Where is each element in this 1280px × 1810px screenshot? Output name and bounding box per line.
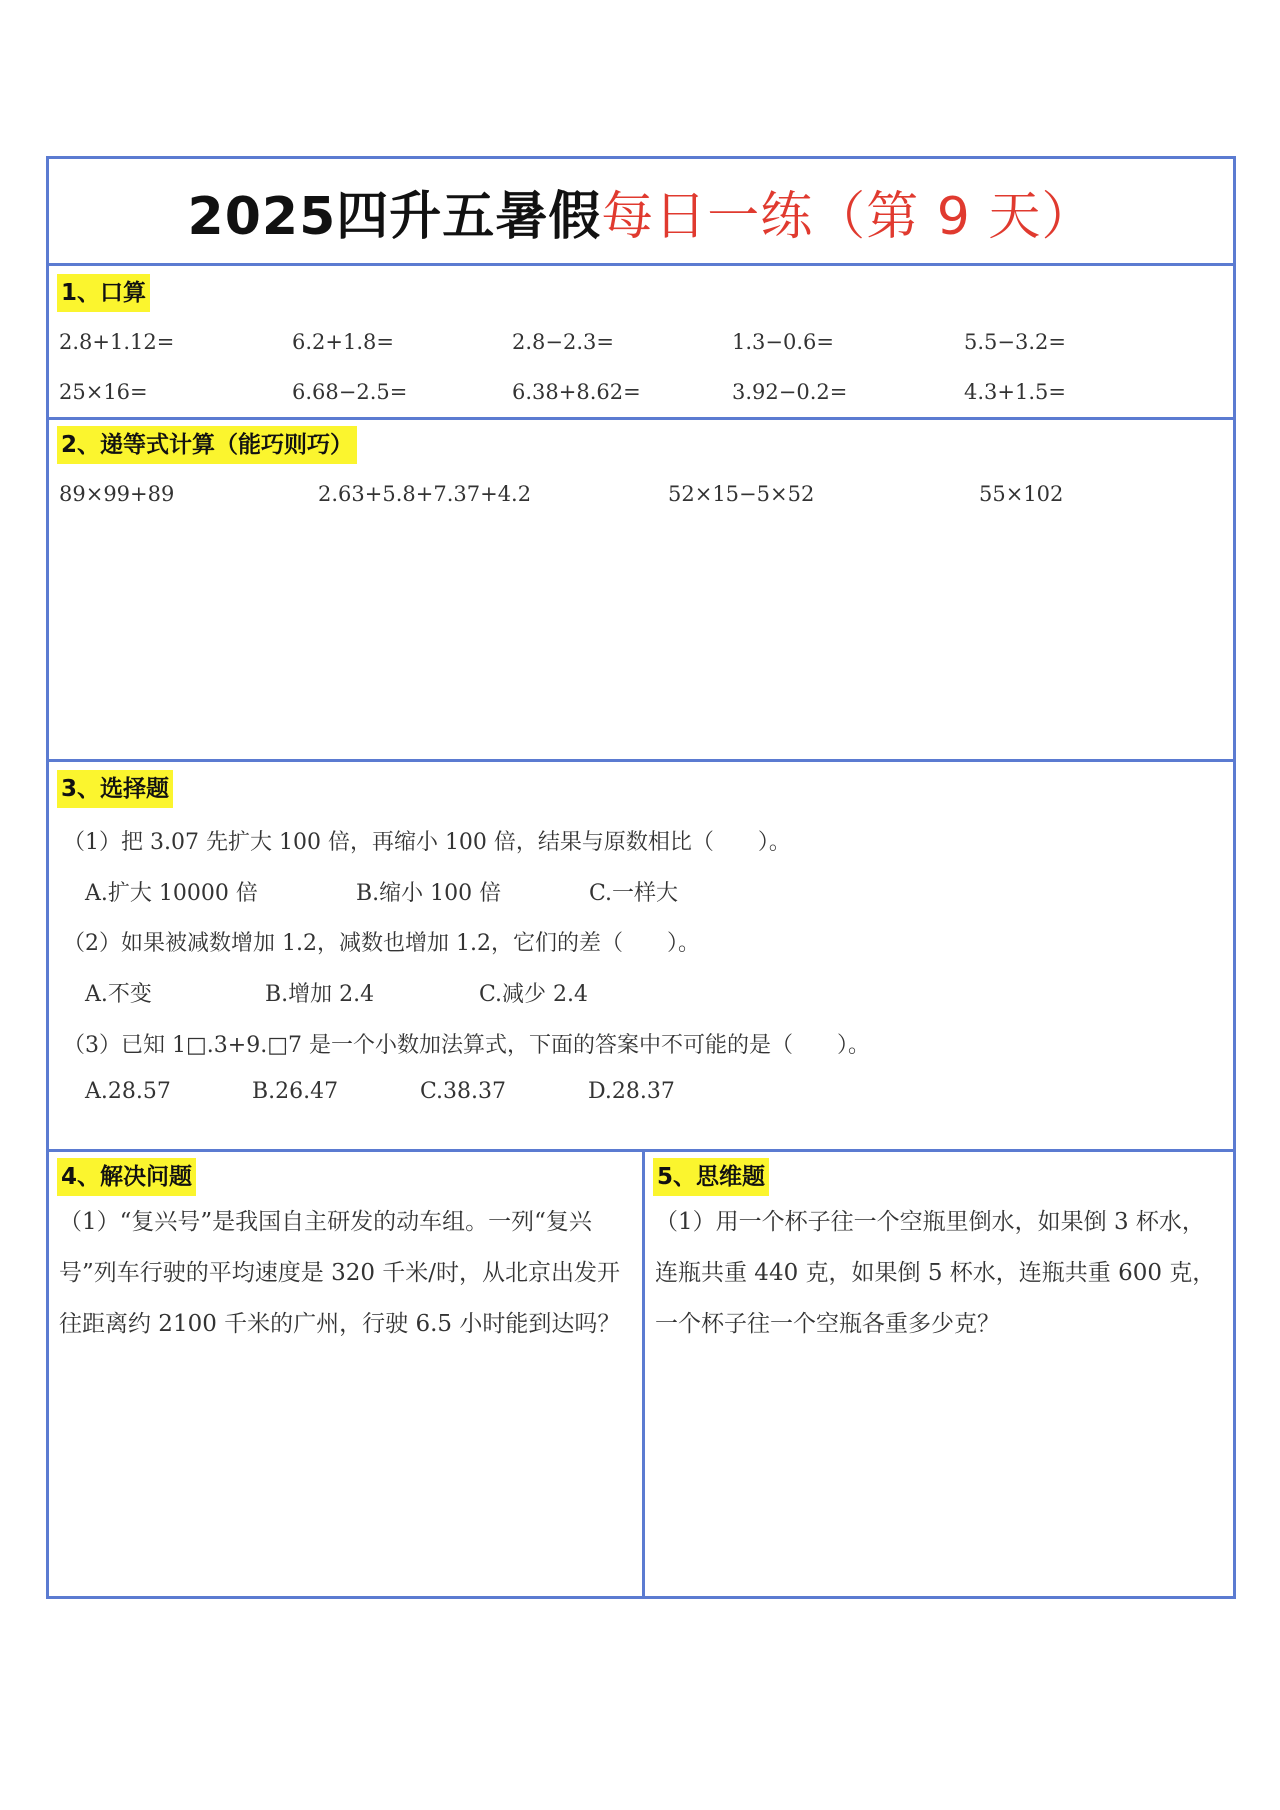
- question: （1）把 3.07 先扩大 100 倍，再缩小 100 倍，结果与原数相比（ ）。: [63, 830, 791, 855]
- option: A.不变: [85, 982, 152, 1007]
- option: B.缩小 100 倍: [356, 881, 502, 906]
- section-heading: 2、递等式计算（能巧则巧）: [57, 426, 357, 464]
- option: C.38.37: [420, 1079, 507, 1104]
- page-title: [49, 159, 1233, 263]
- option: C.减少 2.4: [479, 982, 589, 1007]
- section-thinking: [645, 1152, 1233, 1599]
- problem: 25×16=: [59, 380, 148, 404]
- title-main: 2025四升五暑假: [187, 186, 602, 247]
- problem: 6.38+8.62=: [512, 380, 641, 404]
- problem: 4.3+1.5=: [964, 380, 1066, 404]
- problem: 2.8+1.12=: [59, 330, 175, 354]
- title-day: 每日一练（第 9 天）: [601, 186, 1095, 247]
- problem: 52×15−5×52: [668, 482, 815, 506]
- worksheet-frame: [46, 156, 1236, 1599]
- section-heading: 3、选择题: [57, 770, 173, 808]
- section-oral-calculation: [49, 266, 1233, 417]
- question: （2）如果被减数增加 1.2，减数也增加 1.2，它们的差（ ）。: [63, 931, 700, 956]
- problem: 3.92−0.2=: [732, 380, 848, 404]
- section-step-calculation: [49, 420, 1233, 759]
- option: A.扩大 10000 倍: [85, 881, 258, 906]
- option: B.增加 2.4: [265, 982, 375, 1007]
- option: A.28.57: [85, 1079, 171, 1104]
- problem: 5.5−3.2=: [964, 330, 1066, 354]
- section-problem-solving: [49, 1152, 642, 1599]
- option: D.28.37: [588, 1079, 675, 1104]
- problem-text: （1）用一个杯子往一个空瓶里倒水，如果倒 3 杯水，连瓶共重 440 克，如果倒 5 杯水，连瓶共重 600 克，一个杯子往一个空瓶各重多少克？: [655, 1209, 1216, 1337]
- problem: 6.2+1.8=: [292, 330, 394, 354]
- option: C.一样大: [589, 881, 679, 906]
- section-heading: 5、思维题: [653, 1158, 769, 1196]
- section-heading: 4、解决问题: [57, 1158, 196, 1196]
- section-heading: 1、口算: [57, 274, 150, 312]
- problem: 89×99+89: [59, 482, 175, 506]
- problem-text: （1）“复兴号”是我国自主研发的动车组。一列“复兴号”列车行驶的平均速度是 320 千米/时，从北京出发开往距离约 2100 千米的广州，行驶 6.5 小时能到达吗？: [59, 1209, 621, 1337]
- problem: 6.68−2.5=: [292, 380, 408, 404]
- problem: 1.3−0.6=: [732, 330, 834, 354]
- problem: 55×102: [979, 482, 1064, 506]
- option: B.26.47: [252, 1079, 339, 1104]
- question: （3）已知 1□.3+9.□7 是一个小数加法算式，下面的答案中不可能的是（ ）。: [63, 1033, 870, 1058]
- problem: 2.8−2.3=: [512, 330, 614, 354]
- section-multiple-choice: [49, 762, 1233, 1149]
- problem: 2.63+5.8+7.37+4.2: [318, 482, 532, 506]
